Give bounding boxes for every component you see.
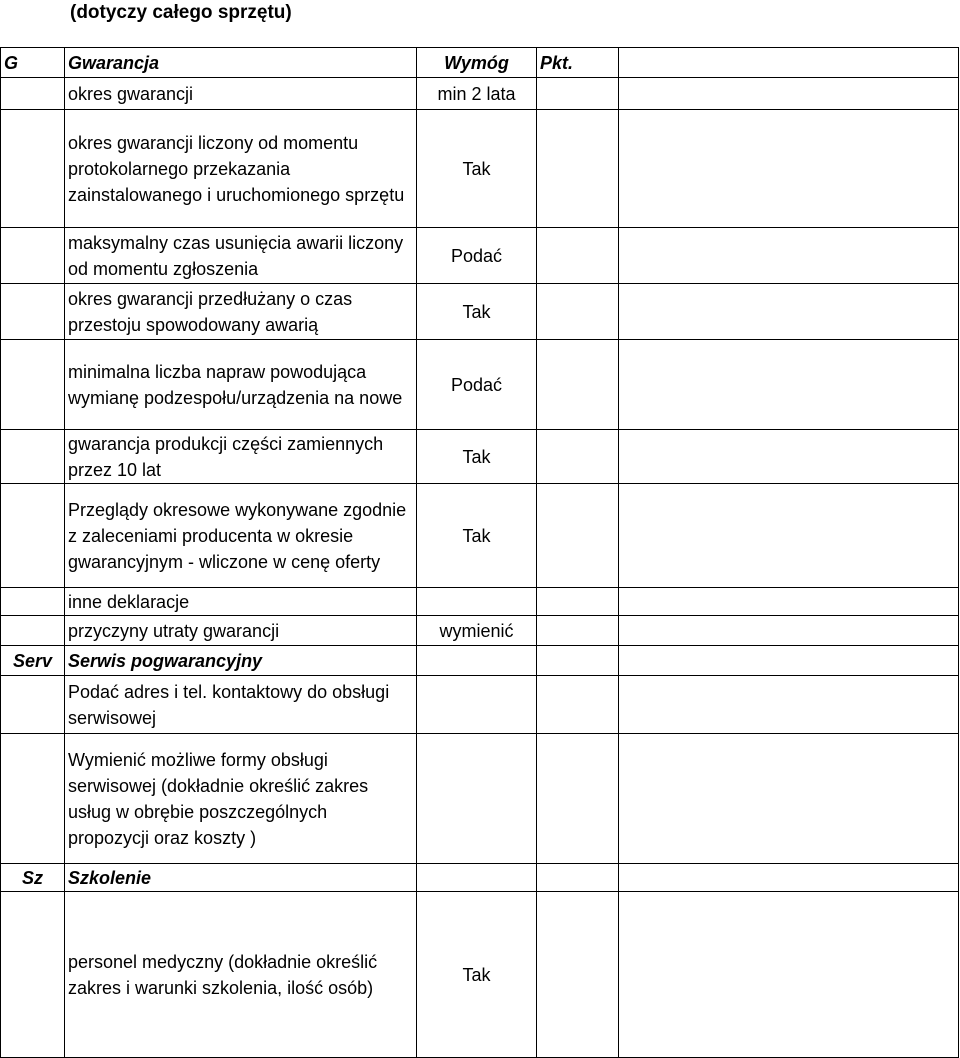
row-text: Podać adres i tel. kontaktowy do obsługi serwisowej [65,676,417,734]
header-extra [619,48,959,78]
row-req: min 2 lata [417,78,537,110]
row-text: gwarancja produkcji części zamiennych przez 10 lat [65,430,417,484]
row-text: maksymalny czas usunięcia awarii liczony od momentu zgłoszenia [65,228,417,284]
row-req [417,588,537,616]
row-req: Tak [417,892,537,1058]
row-text: minimalna liczba napraw powodująca wymianę podzespołu/urządzenia na nowe [65,340,417,430]
section-code: Sz [1,864,65,892]
row-text: personel medyczny (dokładnie określić zakres i warunki szkolenia, ilość osób) [65,892,417,1058]
section-title: Serwis pogwarancyjny [65,646,417,676]
table-row [1,430,959,484]
table-row [1,588,959,616]
requirements-table [0,47,959,1058]
table-row [1,110,959,228]
header-pts: Pkt. [537,48,619,78]
row-req: Tak [417,110,537,228]
header-code: G [1,48,65,78]
row-text: okres gwarancji [65,78,417,110]
row-text: okres gwarancji przedłużany o czas przestoju spowodowany awarią [65,284,417,340]
table-header-row [1,48,959,78]
section-row-szkolenie [1,864,959,892]
section-title: Szkolenie [65,864,417,892]
row-req [417,676,537,734]
row-req: Tak [417,430,537,484]
header-title: Gwarancja [65,48,417,78]
table-row [1,284,959,340]
table-row [1,78,959,110]
section-code: Serv [1,646,65,676]
row-req: wymienić [417,616,537,646]
table-row [1,228,959,284]
row-req: Podać [417,340,537,430]
table-row [1,484,959,588]
row-text: Przeglądy okresowe wykonywane zgodnie z zaleceniami producenta w okresie gwarancyjnym - wliczone w cenę oferty [65,484,417,588]
row-req [417,734,537,864]
table-row [1,676,959,734]
row-text: Wymienić możliwe formy obsługi serwisowej (dokładnie określić zakres usług w obrębie poszczególnych propozycji oraz koszty ) [65,734,417,864]
page-heading: (dotyczy całego sprzętu) [70,2,292,23]
header-req: Wymóg [417,48,537,78]
row-req: Tak [417,284,537,340]
table-row [1,616,959,646]
section-row-serwis [1,646,959,676]
row-text: przyczyny utraty gwarancji [65,616,417,646]
table-row [1,734,959,864]
row-text: okres gwarancji liczony od momentu protokolarnego przekazania zainstalowanego i uruchomionego sprzętu [65,110,417,228]
row-req: Tak [417,484,537,588]
table-row [1,340,959,430]
row-req: Podać [417,228,537,284]
row-text: inne deklaracje [65,588,417,616]
table-row [1,892,959,1058]
